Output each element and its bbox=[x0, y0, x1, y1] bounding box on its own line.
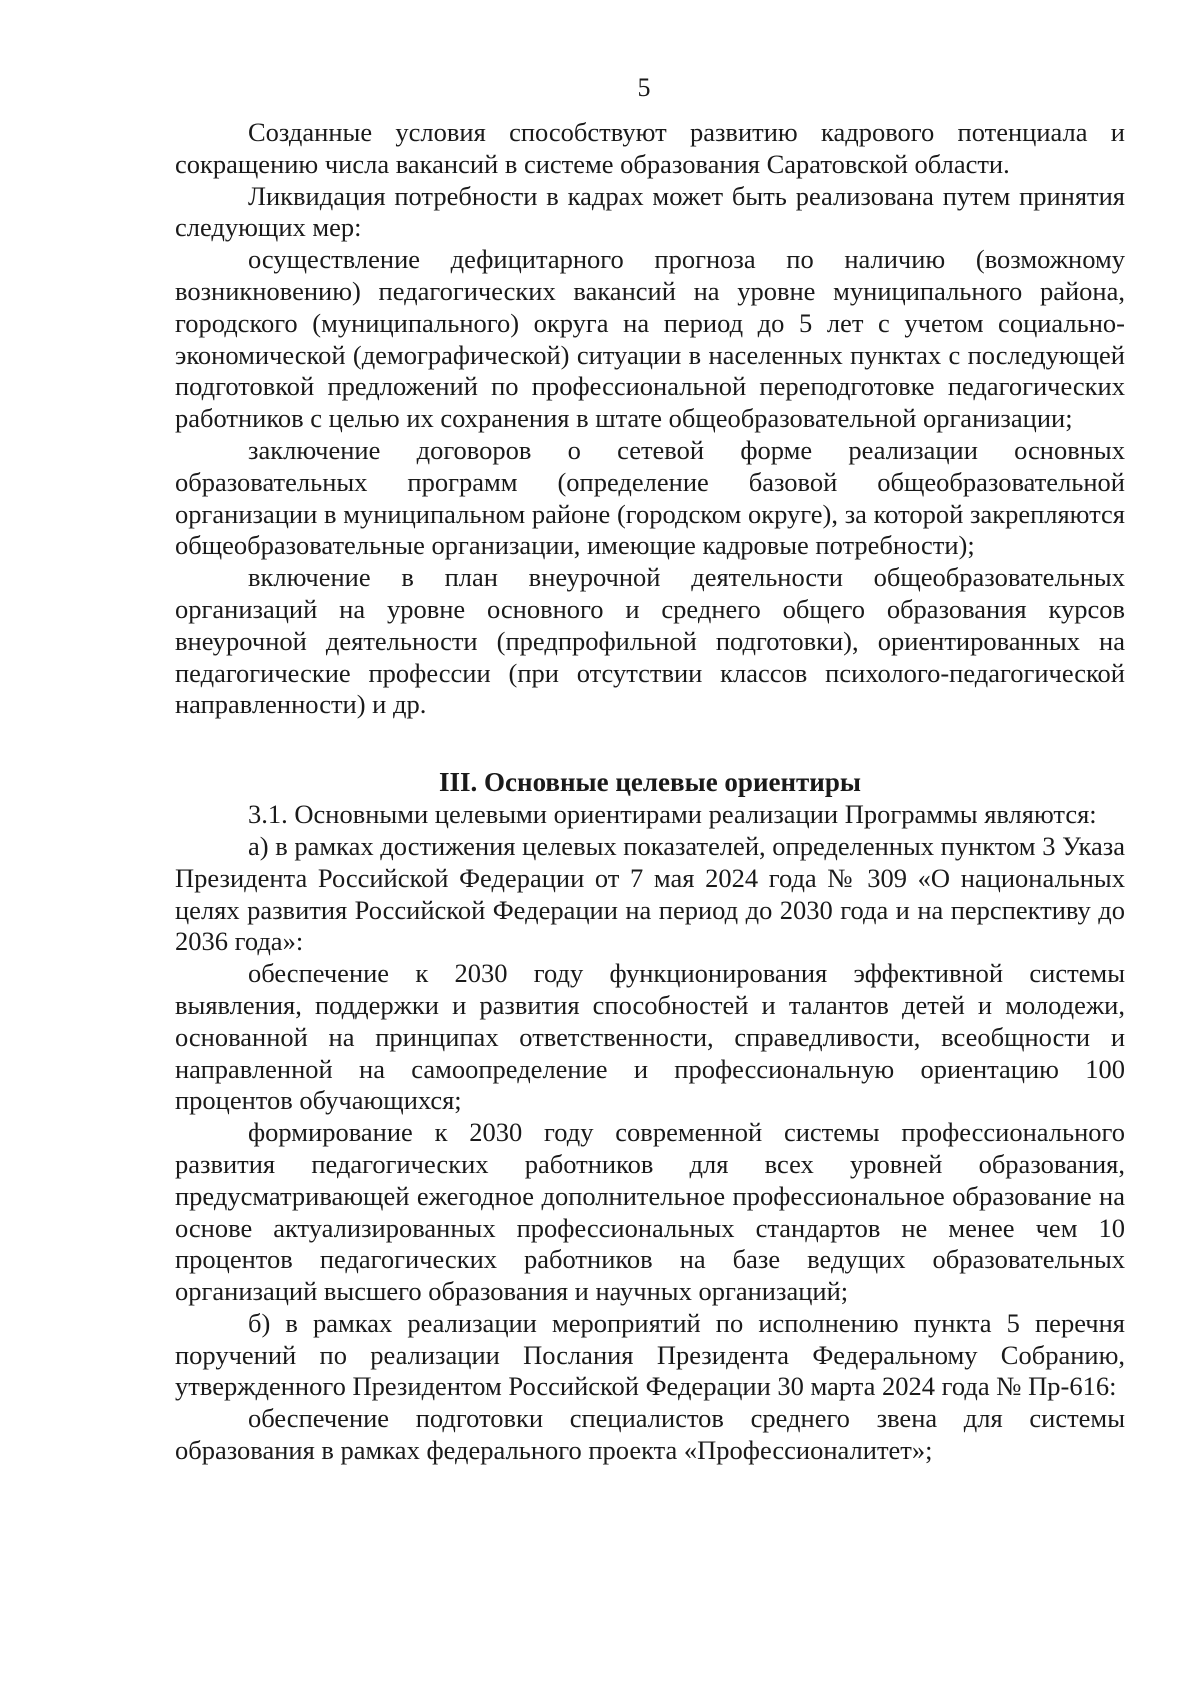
paragraph-professional-development: формирование к 2030 году современной системы профессионального развития педагогических работников для всех уровней образования, предусматривающей ежегодное дополнительное профессиональное образование на основе актуализированных профессиональных стандартов не менее чем 10 процентов педагогических работников на базе ведущих образовательных организаций высшего образования и научных организаций; bbox=[175, 1117, 1125, 1307]
paragraph-extracurricular: включение в план внеурочной деятельности общеобразовательных организаций на уровне основного и среднего общего образования курсов внеурочной деятельности (предпрофильной подготовки), ориентированных на педагогические профессии (при отсутствии классов психолого-педагогической направленности) и др. bbox=[175, 562, 1125, 720]
paragraph-conditions: Созданные условия способствуют развитию кадрового потенциала и сокращению числа вакансий в системе образования Саратовской области. bbox=[175, 117, 1125, 179]
page-number: 5 bbox=[637, 73, 651, 102]
paragraph-presidential-address: б) в рамках реализации мероприятий по исполнению пункта 5 перечня поручений по реализации Послания Президента Федеральному Собранию, утвержденного Президентом Российской Федерации 30 марта 2024 года № Пр-616: bbox=[175, 1307, 1125, 1402]
paragraph-forecast: осуществление дефицитарного прогноза по наличию (возможному возникновению) педагогических вакансий на уровне муниципального района, городского (муниципального) округа на период до 5 лет с учетом социально-экономической (демографической) ситуации в населенных пунктах с последующей подготовкой предложений по профессиональной переподготовке педагогических работников с целью их сохранения в штате общеобразовательной организации; bbox=[175, 244, 1125, 434]
paragraph-measures-intro: Ликвидация потребности в кадрах может быть реализована путем принятия следующих мер: bbox=[175, 180, 1125, 243]
paragraph-talent-system: обеспечение к 2030 году функционирования эффективной системы выявления, поддержки и развития способностей и талантов детей и молодежи, основанной на принципах ответственности, справедливости, всеобщности и направленной на самоопределение и профессиональную ориентацию 100 процентов обучающихся; bbox=[175, 958, 1125, 1116]
paragraph-network-agreements: заключение договоров о сетевой форме реализации основных образовательных программ (определение базовой общеобразовательной организации в муниципальном районе (городском округе), за которой закрепляются общеобразовательные организации, имеющие кадровые потребности); bbox=[175, 434, 1125, 561]
document-body bbox=[175, 117, 1125, 1467]
section-heading: III. Основные целевые ориентиры bbox=[439, 767, 861, 798]
paragraph-targets-intro: 3.1. Основными целевыми ориентирами реализации Программы являются: bbox=[248, 799, 1097, 830]
paragraph-professionalitet: обеспечение подготовки специалистов среднего звена для системы образования в рамках федерального проекта «Профессионалитет»; bbox=[175, 1403, 1125, 1466]
paragraph-decree-targets: а) в рамках достижения целевых показателей, определенных пунктом 3 Указа Президента Российской Федерации от 7 мая 2024 года № 309 «О национальных целях развития Российской Федерации на период до 2030 года и на перспективу до 2036 года»: bbox=[175, 830, 1125, 957]
